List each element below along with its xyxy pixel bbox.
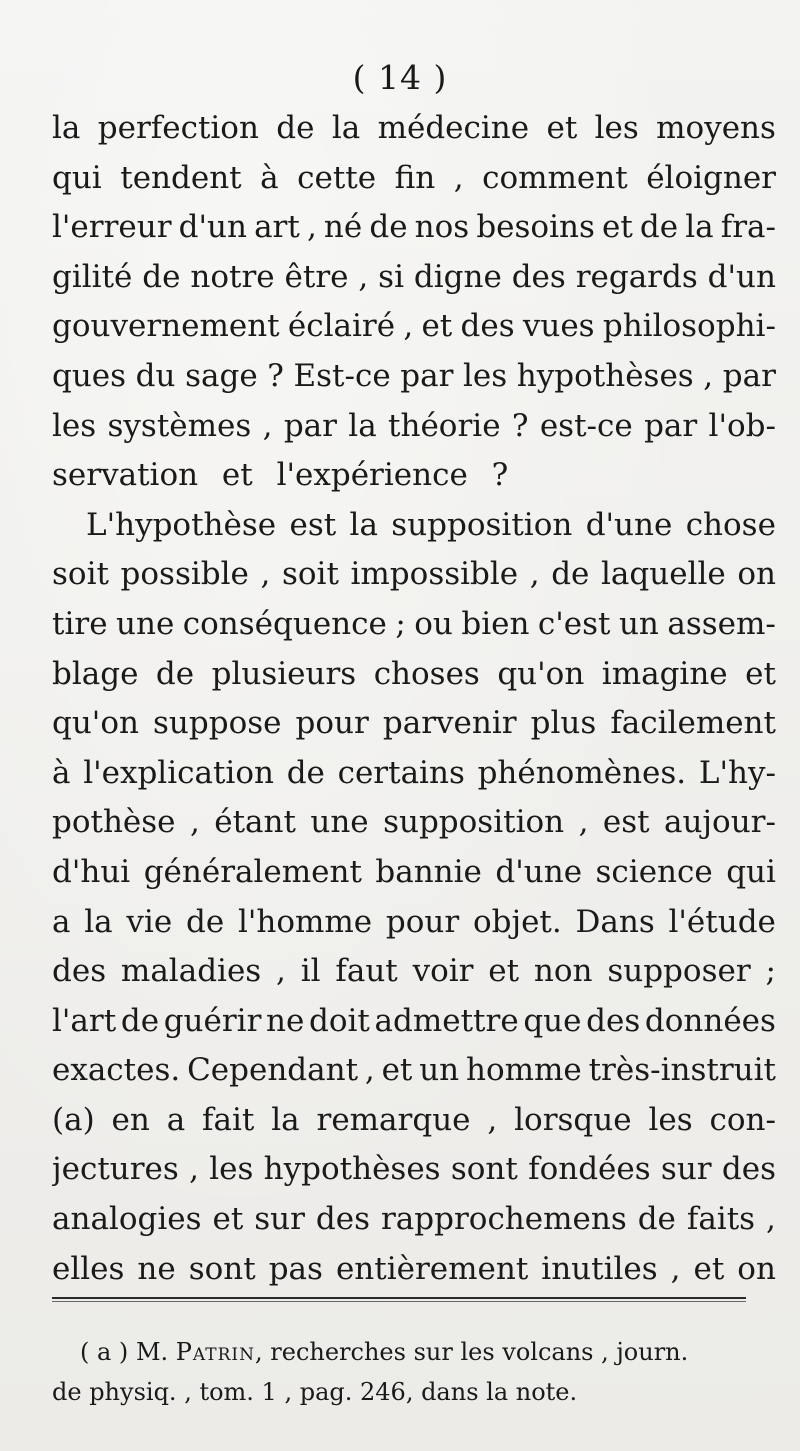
word: de xyxy=(155,655,195,692)
word: moyens xyxy=(656,110,776,146)
word: l'erreur xyxy=(52,209,172,246)
footnote-line-1 xyxy=(52,1332,752,1372)
text-line xyxy=(52,699,776,749)
word: elles xyxy=(52,1250,125,1287)
word: gouvernement xyxy=(52,308,280,345)
word: admettre xyxy=(374,1002,519,1039)
word: et xyxy=(693,1250,725,1287)
text-line xyxy=(52,1145,776,1195)
word: systèmes xyxy=(107,407,252,444)
word: imagine xyxy=(601,655,728,692)
word: , xyxy=(670,1250,681,1287)
word: théorie xyxy=(388,407,501,444)
word: , xyxy=(276,953,286,990)
word: de xyxy=(142,258,181,295)
paragraph-1-last-line: servation et l'expérience ? xyxy=(52,457,509,494)
word: vie xyxy=(126,903,173,940)
word: perfection xyxy=(97,110,259,146)
word: on xyxy=(737,1250,776,1287)
word: bannie xyxy=(375,853,482,890)
word: objet. xyxy=(472,903,562,940)
word: fait xyxy=(202,1101,255,1138)
word: faits xyxy=(686,1201,756,1238)
text-line xyxy=(52,1096,776,1146)
word: ? xyxy=(511,407,529,444)
word: vues xyxy=(522,308,595,345)
word: des xyxy=(721,1151,776,1188)
word: conséquence xyxy=(182,605,387,642)
page-number: ( 14 ) xyxy=(352,58,448,97)
word: non xyxy=(533,953,593,990)
word: est xyxy=(289,506,337,543)
word: la xyxy=(348,407,377,444)
word: , xyxy=(306,209,317,246)
word: et xyxy=(745,655,776,692)
word: tire xyxy=(52,605,108,642)
word: plusieurs xyxy=(211,655,357,692)
word: est-ce xyxy=(539,407,633,444)
word: digne xyxy=(413,258,502,295)
word: et xyxy=(546,110,578,146)
word: nos xyxy=(414,209,470,246)
word: d'un xyxy=(178,209,247,246)
word: , xyxy=(358,258,369,295)
word: , xyxy=(262,407,273,444)
word: homme xyxy=(465,1052,582,1089)
paragraph-2-first-line xyxy=(52,501,776,551)
word: L'hypothèse xyxy=(86,506,277,543)
word: et xyxy=(381,1052,413,1089)
footnote-marker: ( a ) xyxy=(80,1338,129,1366)
word: ne xyxy=(137,1250,176,1287)
word: à xyxy=(52,754,71,791)
word: guérir xyxy=(163,1002,262,1039)
word: , xyxy=(766,1201,776,1238)
word: , xyxy=(703,357,714,394)
word: parvenir xyxy=(382,705,517,742)
word: philosophi- xyxy=(602,308,776,345)
text-line xyxy=(52,451,776,501)
word: qu'on xyxy=(52,705,139,742)
word: art xyxy=(254,209,300,246)
word: éclairé xyxy=(287,308,396,345)
word: de xyxy=(639,209,679,246)
word: une xyxy=(116,605,175,642)
text-line xyxy=(52,997,776,1047)
word: voir xyxy=(412,953,474,990)
paragraph-1 xyxy=(52,104,776,451)
word: ? xyxy=(267,357,284,394)
word: supposition xyxy=(383,804,565,841)
word: impossible xyxy=(350,556,519,593)
text-line xyxy=(52,352,776,402)
word: suppose xyxy=(153,705,282,742)
word: pour xyxy=(385,903,460,940)
word: des xyxy=(586,1002,641,1039)
word: Est-ce xyxy=(293,357,391,394)
word: sur xyxy=(660,1151,712,1188)
word: les xyxy=(648,1101,693,1138)
word: d'un xyxy=(707,258,776,295)
main-text xyxy=(52,104,776,1294)
word: , xyxy=(189,1151,199,1188)
word: généralement xyxy=(143,853,362,890)
footnote-line-1-rest: , recherches sur les volcans , journ. xyxy=(255,1338,689,1366)
word: Cependant xyxy=(187,1052,359,1089)
word: des xyxy=(315,1201,371,1238)
word: les xyxy=(463,357,508,394)
word: supposer xyxy=(607,953,751,990)
word: , xyxy=(487,1101,498,1138)
text-line xyxy=(52,550,776,600)
word: exactes. xyxy=(52,1052,181,1089)
word: blage xyxy=(52,655,139,692)
word: analogies xyxy=(52,1201,202,1238)
word: gilité xyxy=(52,258,133,295)
word: supposition xyxy=(391,506,573,543)
word: plus xyxy=(530,705,597,742)
word: notre xyxy=(190,258,275,295)
word: éloigner xyxy=(646,159,776,196)
word: doit xyxy=(309,1002,370,1039)
word: choses xyxy=(373,655,480,692)
word: tendent xyxy=(120,159,242,196)
word: si xyxy=(378,258,404,295)
word: comment xyxy=(482,159,628,196)
text-line xyxy=(52,203,776,253)
footnote xyxy=(52,1332,752,1412)
text-line xyxy=(52,600,776,650)
word: lorsque xyxy=(514,1101,632,1138)
word: d'une xyxy=(495,853,583,890)
word: bien xyxy=(461,605,530,642)
word: des xyxy=(460,308,515,345)
text-line xyxy=(52,798,776,848)
word: la xyxy=(271,1101,300,1138)
word: de xyxy=(120,1002,160,1039)
word: facilement xyxy=(610,705,776,742)
word: de xyxy=(185,903,225,940)
word: de xyxy=(637,1201,676,1238)
word: inutiles xyxy=(541,1250,658,1287)
word: , xyxy=(260,556,271,593)
word: et xyxy=(212,1201,244,1238)
word: par xyxy=(644,407,698,444)
word: besoins xyxy=(476,209,595,246)
word: soit xyxy=(52,556,109,593)
word: on xyxy=(737,556,776,593)
word: qui xyxy=(52,159,102,196)
word: ou xyxy=(414,605,453,642)
text-line xyxy=(52,1046,776,1096)
word: con- xyxy=(709,1101,776,1138)
word: très-instruit xyxy=(588,1052,776,1089)
word: il xyxy=(300,953,321,990)
word: certains xyxy=(337,754,465,791)
word: être xyxy=(284,258,349,295)
word: sur xyxy=(254,1201,305,1238)
word: en xyxy=(111,1101,150,1138)
word: l'étude xyxy=(668,903,776,940)
word: l'art xyxy=(52,1002,117,1039)
word: a xyxy=(166,1101,186,1138)
footnote-rule-thin xyxy=(52,1301,746,1302)
text-line xyxy=(52,302,776,352)
word: aujour- xyxy=(663,804,776,841)
word: faut xyxy=(335,953,398,990)
word: rapprochemens xyxy=(380,1201,627,1238)
footnote-author: Patrin xyxy=(175,1338,256,1366)
word: par xyxy=(283,407,337,444)
footnote-rule xyxy=(52,1297,746,1299)
word: de xyxy=(276,110,315,146)
word: l'homme xyxy=(237,903,373,940)
word: sont xyxy=(188,1250,256,1287)
text-line xyxy=(52,898,776,948)
word: regards xyxy=(575,258,698,295)
footnote-line-2: de physiq. , tom. 1 , pag. 246, dans la note. xyxy=(52,1378,578,1406)
paragraph-2 xyxy=(52,550,776,1294)
word: né xyxy=(323,209,363,246)
word: fin xyxy=(394,159,436,196)
word: sage xyxy=(185,357,258,394)
word: un xyxy=(419,1052,460,1089)
text-line xyxy=(52,402,776,452)
word: et xyxy=(601,209,633,246)
word: médecine xyxy=(377,110,530,146)
word: des xyxy=(52,953,107,990)
text-line xyxy=(52,253,776,303)
word: des xyxy=(511,258,566,295)
word: pothèse xyxy=(52,804,176,841)
word: , xyxy=(578,804,589,841)
word: qui xyxy=(726,853,776,890)
word: chose xyxy=(685,506,776,543)
word: jectures xyxy=(52,1151,179,1188)
word: est xyxy=(602,804,650,841)
word: les xyxy=(594,110,639,146)
word: qu'on xyxy=(497,655,585,692)
word: laquelle xyxy=(601,556,726,593)
word: science xyxy=(595,853,713,890)
word: L'hy- xyxy=(698,754,776,791)
word: ne xyxy=(266,1002,305,1039)
text-line xyxy=(52,650,776,700)
word: ques xyxy=(52,357,127,394)
word: phénomènes. xyxy=(477,754,687,791)
word: cette xyxy=(297,159,377,196)
word: et xyxy=(421,308,453,345)
word: , xyxy=(529,556,540,593)
word: ; xyxy=(765,953,776,990)
word: et xyxy=(488,953,520,990)
word: d'hui xyxy=(52,853,131,890)
word: la xyxy=(331,110,361,146)
text-line xyxy=(52,1245,776,1295)
word: sont xyxy=(450,1151,518,1188)
word: du xyxy=(135,357,176,394)
word: hypothèses xyxy=(516,357,694,394)
text-line xyxy=(52,848,776,898)
word: les xyxy=(52,407,97,444)
word: un xyxy=(618,605,659,642)
word: , xyxy=(189,804,200,841)
word: entièrement xyxy=(335,1250,529,1287)
word: une xyxy=(310,804,369,841)
text-line xyxy=(52,1195,776,1245)
word: , xyxy=(403,308,414,345)
word: remarque xyxy=(316,1101,471,1138)
word: la xyxy=(349,506,378,543)
word: pour xyxy=(295,705,369,742)
word: , xyxy=(453,159,464,196)
word: de xyxy=(286,754,325,791)
word: la xyxy=(84,903,113,940)
word: étant xyxy=(214,804,296,841)
word: hypothèses xyxy=(263,1151,441,1188)
word: d'une xyxy=(585,506,673,543)
word: données xyxy=(644,1002,776,1039)
text-line xyxy=(52,749,776,799)
word: fondées xyxy=(528,1151,651,1188)
word: que xyxy=(523,1002,582,1039)
word: ; xyxy=(395,605,406,642)
word: a xyxy=(52,903,71,940)
word: fra- xyxy=(720,209,776,246)
word: de xyxy=(369,209,408,246)
footnote-author-prefix: M. xyxy=(135,1338,169,1366)
text-line xyxy=(52,947,776,997)
text-line xyxy=(52,154,776,204)
word: par xyxy=(722,357,776,394)
word: l'explication xyxy=(83,754,274,791)
word: la xyxy=(685,209,714,246)
word: maladies xyxy=(120,953,262,990)
word: la xyxy=(52,110,81,146)
word: à xyxy=(260,159,279,196)
word: les xyxy=(209,1151,254,1188)
word: , xyxy=(364,1052,375,1089)
word: soit xyxy=(281,556,339,593)
word: de xyxy=(551,556,590,593)
word: par xyxy=(400,357,454,394)
word: Dans xyxy=(575,903,655,940)
word: (a) xyxy=(52,1101,95,1138)
word: c'est xyxy=(537,605,611,642)
word: possible xyxy=(120,556,249,593)
word: l'ob- xyxy=(708,407,776,444)
word: pas xyxy=(268,1250,323,1287)
word: assem- xyxy=(667,605,776,642)
text-line xyxy=(52,104,776,154)
